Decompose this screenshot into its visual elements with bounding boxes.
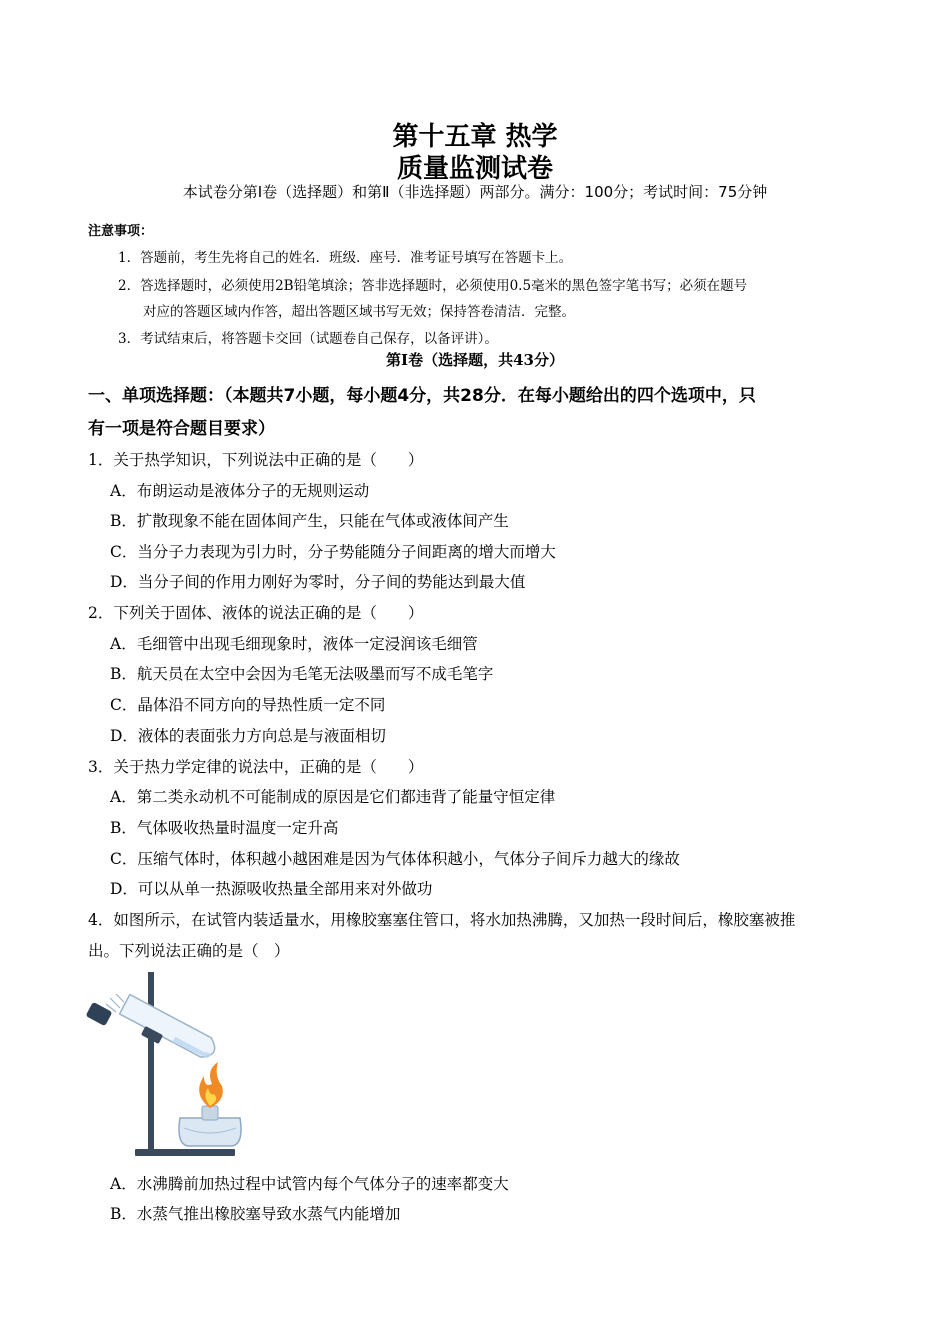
option-c: C．压缩气体时，体积越小越困难是因为气体体积越小，气体分子间斥力越大的缘故 [110, 850, 680, 868]
question-stem: 2．下列关于固体、液体的说法正确的是（ ） [88, 604, 424, 622]
option-d: D．可以从单一热源吸收热量全部用来对外做功 [110, 880, 433, 898]
option-b: B．水蒸气推出橡胶塞导致水蒸气内能增加 [110, 1205, 401, 1223]
note-item: 1．答题前，考生先将自己的姓名．班级．座号．准考证号填写在答题卡上。 [118, 250, 573, 266]
exam-info: 本试卷分第Ⅰ卷（选择题）和第Ⅱ（非选择题）两部分。满分：100分；考试时间：75分钟 [182, 183, 768, 201]
question-stem: 3．关于热力学定律的说法中，正确的是（ ） [88, 758, 424, 776]
option-b: B．航天员在太空中会因为毛笔无法吸墨而写不成毛笔字 [110, 665, 494, 683]
notes-heading: 注意事项： [88, 224, 154, 239]
experiment-figure [80, 968, 250, 1160]
option-c: C．当分子力表现为引力时，分子势能随分子间距离的增大而增大 [110, 543, 556, 561]
option-a: A．毛细管中出现毛细现象时，液体一定浸润该毛细管 [110, 635, 478, 653]
question-stem-cont: 出。下列说法正确的是（ ） [88, 942, 290, 960]
option-a: A．水沸腾前加热过程中试管内每个气体分子的速率都变大 [110, 1175, 509, 1193]
page-subtitle: 质量监测试卷 [396, 154, 553, 184]
note-item: 2．答选择题时，必须使用2B铅笔填涂；答非选择题时，必须使用0.5毫米的黑色签字笔书写；必须在题号 [118, 278, 748, 294]
option-d: D．当分子间的作用力刚好为零时，分子间的势能达到最大值 [110, 573, 526, 591]
test-tube-icon [120, 995, 220, 1062]
option-d: D．液体的表面张力方向总是与液面相切 [110, 727, 386, 745]
option-b: B．扩散现象不能在固体间产生，只能在气体或液体间产生 [110, 512, 509, 530]
part-heading-cont: 有一项是符合题目要求） [88, 419, 275, 439]
alcohol-lamp-icon [179, 1118, 241, 1146]
question-stem: 1．关于热学知识，下列说法中正确的是（ ） [88, 451, 424, 469]
option-c: C．晶体沿不同方向的导热性质一定不同 [110, 696, 386, 714]
question-stem: 4．如图所示，在试管内装适量水，用橡胶塞塞住管口，将水加热沸腾，又加热一段时间后，橡胶塞被推 [88, 911, 796, 929]
option-a: A．布朗运动是液体分子的无规则运动 [110, 482, 370, 500]
note-item: 3．考试结束后，将答题卡交回（试题卷自己保存，以备评讲）。 [118, 331, 498, 347]
iron-stand-rod [148, 972, 154, 1152]
page-title: 第十五章 热学 [392, 122, 558, 152]
part-heading: 一、单项选择题：（本题共7小题，每小题4分，共28分．在每小题给出的四个选项中，只 [88, 386, 756, 406]
note-item: 对应的答题区域内作答，超出答题区域书写无效；保持答卷清洁．完整。 [143, 304, 575, 320]
option-b: B．气体吸收热量时温度一定升高 [110, 819, 339, 837]
option-a: A．第二类永动机不可能制成的原因是它们都违背了能量守恒定律 [110, 788, 556, 806]
section-title: 第Ⅰ卷（选择题，共43分） [386, 351, 564, 369]
